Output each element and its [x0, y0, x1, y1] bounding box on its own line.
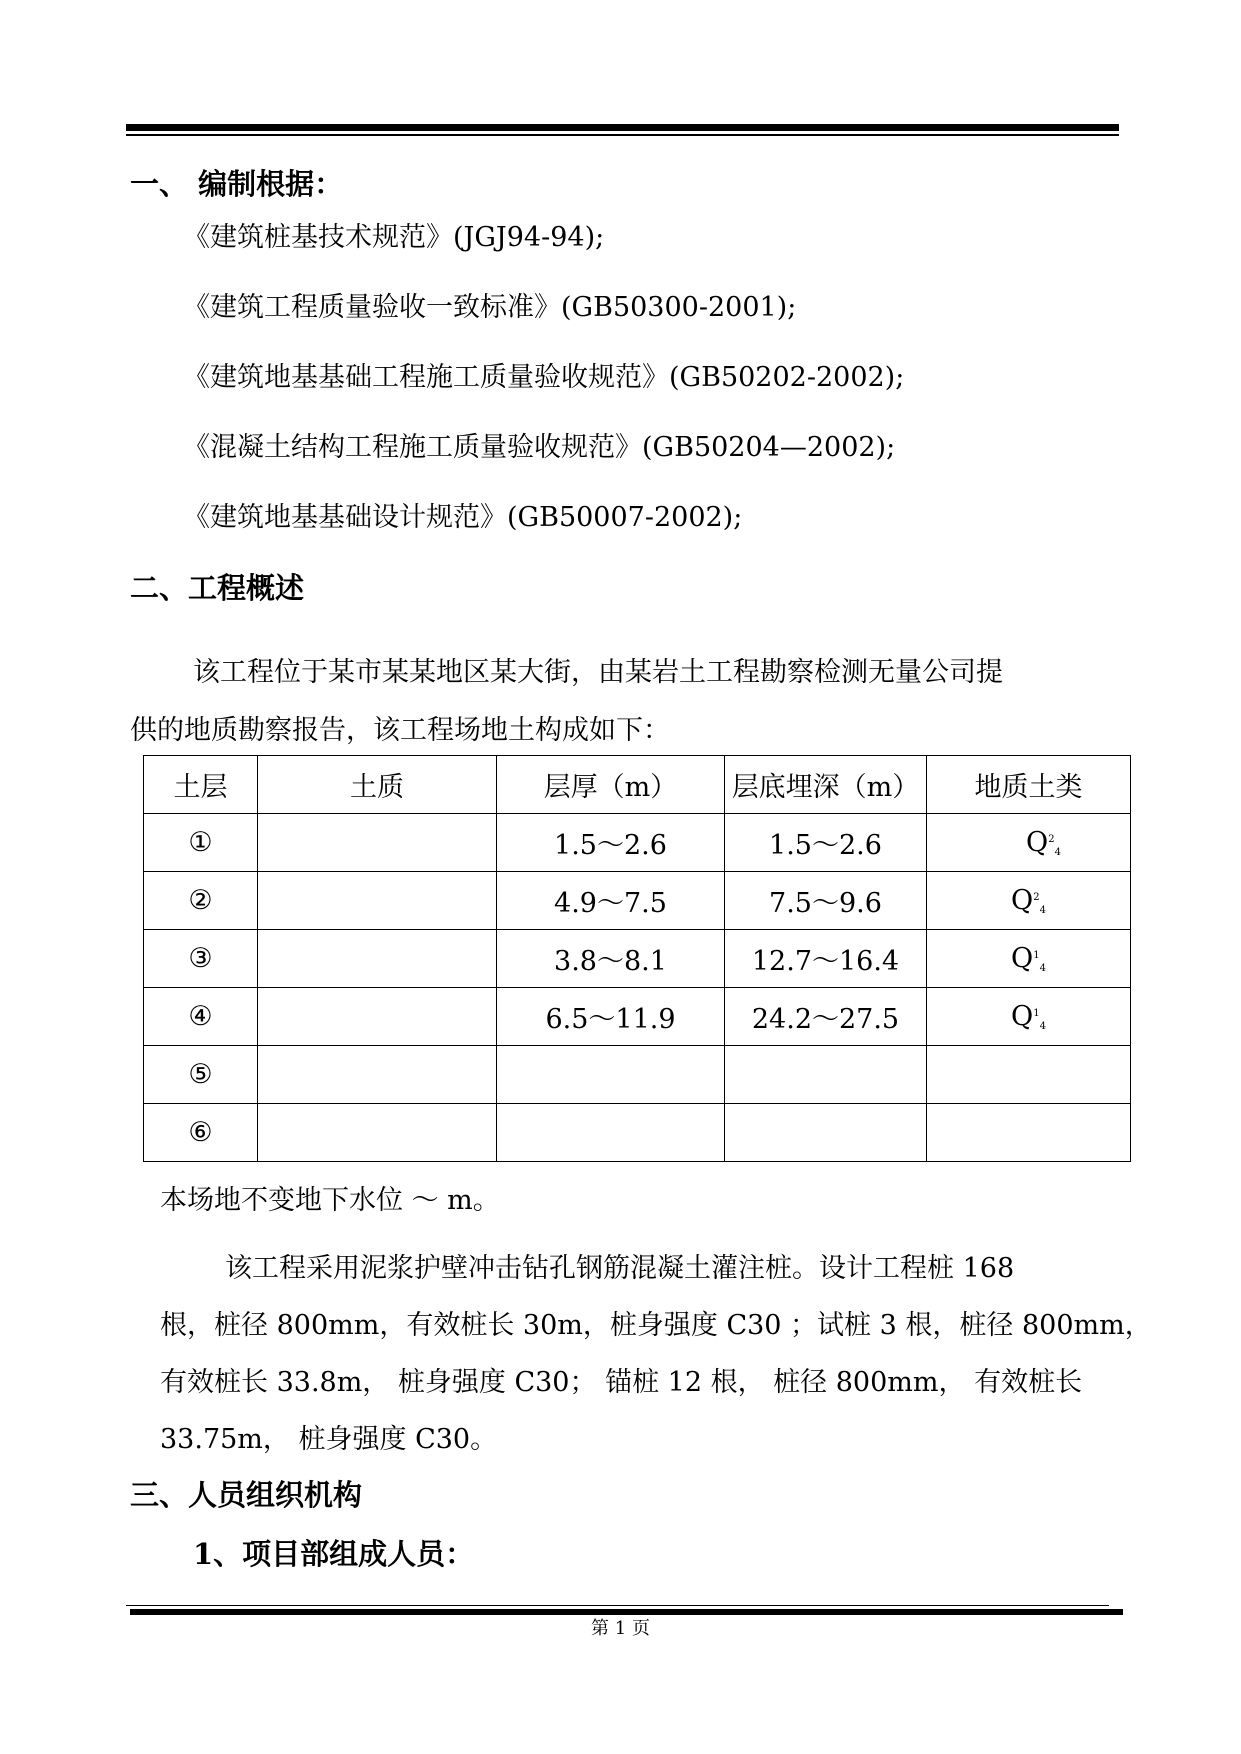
geo-class-cell: [927, 988, 1131, 1046]
table-row: [144, 988, 1131, 1046]
depth-cell: [725, 1104, 927, 1162]
thickness-cell: 1.5～2.6: [497, 814, 725, 872]
geo-base: Q: [1011, 943, 1034, 974]
thickness-cell: 3.8～8.1: [497, 930, 725, 988]
thickness-cell: [497, 1046, 725, 1104]
page-number: 第 1 页: [591, 1618, 650, 1639]
header-layer: 土层: [144, 756, 258, 814]
geo-base: Q: [1011, 885, 1034, 916]
header-soil: 土质: [258, 756, 497, 814]
geo-class-cell: [927, 930, 1131, 988]
intro-line-2: 供的地质勘察报告，该工程场地土构成如下：: [130, 715, 670, 746]
reference-3: 《建筑地基基础工程施工质量验收规范》(GB50202-2002);: [183, 362, 905, 393]
depth-cell: 7.5～9.6: [725, 872, 927, 930]
geo-class-cell: [927, 814, 1131, 872]
table-row: [144, 814, 1131, 872]
pile-line-4: 33.75m， 桩身强度 C30。: [160, 1424, 498, 1455]
table-row: [144, 1104, 1131, 1162]
geo-sub: 4: [1039, 1021, 1046, 1032]
geo-sub: 4: [1039, 905, 1046, 916]
geo-class-cell: [927, 1046, 1131, 1104]
geo-base: Q: [1026, 827, 1049, 858]
section-3-subheading: 1、项目部组成人员：: [193, 1537, 475, 1571]
reference-2: 《建筑工程质量验收一致标准》(GB50300-2001);: [183, 292, 797, 323]
soil-cell: [258, 988, 497, 1046]
table-row: [144, 930, 1131, 988]
soil-cell: [258, 814, 497, 872]
geo-sup: 1: [1033, 950, 1040, 961]
header-rule-thin: [126, 134, 1119, 136]
layer-cell: ④: [144, 988, 258, 1046]
header-geo-class: 地质土类: [927, 756, 1131, 814]
soil-layer-table: [143, 755, 1131, 1162]
intro-line-1: 该工程位于某市某某地区某大街，由某岩土工程勘察检测无量公司提: [193, 657, 1003, 688]
water-level-text: 本场地不变地下水位 ～ m。: [160, 1185, 500, 1216]
soil-cell: [258, 1046, 497, 1104]
footer-rule-thick: [130, 1609, 1123, 1615]
reference-4: 《混凝土结构工程施工质量验收规范》(GB50204—2002);: [183, 432, 896, 463]
pile-line-2: 根，桩径 800mm，有效桩长 30m，桩身强度 C30 ；试桩 3 根，桩径 800mm，: [160, 1310, 1152, 1341]
thickness-cell: [497, 1104, 725, 1162]
layer-cell: ③: [144, 930, 258, 988]
soil-cell: [258, 872, 497, 930]
table-header-row: [144, 756, 1131, 814]
thickness-cell: 4.9～7.5: [497, 872, 725, 930]
header-thickness: 层厚（m）: [497, 756, 725, 814]
depth-cell: 1.5～2.6: [725, 814, 927, 872]
reference-5: 《建筑地基基础设计规范》(GB50007-2002);: [183, 502, 743, 533]
geo-sup: 2: [1048, 834, 1055, 845]
layer-cell: ①: [144, 814, 258, 872]
section-2-heading: 二、工程概述: [130, 571, 305, 605]
layer-cell: ⑤: [144, 1046, 258, 1104]
table-row: [144, 872, 1131, 930]
header-depth: 层底埋深（m）: [725, 756, 927, 814]
depth-cell: 24.2～27.5: [725, 988, 927, 1046]
geo-class-cell: [927, 1104, 1131, 1162]
geo-sup: 2: [1033, 892, 1040, 903]
thickness-cell: 6.5～11.9: [497, 988, 725, 1046]
footer-rule-thin: [126, 1605, 1109, 1606]
reference-1: 《建筑桩基技术规范》(JGJ94-94);: [183, 222, 605, 253]
geo-sub: 4: [1054, 847, 1061, 858]
pile-line-1: 该工程采用泥浆护壁冲击钻孔钢筋混凝土灌注桩。设计工程桩 168: [225, 1253, 1015, 1284]
geo-sup: 1: [1033, 1008, 1040, 1019]
soil-cell: [258, 1104, 497, 1162]
depth-cell: 12.7～16.4: [725, 930, 927, 988]
section-3-heading: 三、人员组织机构: [130, 1478, 363, 1512]
pile-line-3: 有效桩长 33.8m， 桩身强度 C30； 锚桩 12 根， 桩径 800mm， 有效桩长: [160, 1367, 1083, 1398]
section-1-heading: 一、 编制根据：: [130, 167, 344, 201]
layer-cell: ②: [144, 872, 258, 930]
geo-base: Q: [1011, 1001, 1034, 1032]
layer-cell: ⑥: [144, 1104, 258, 1162]
geo-sub: 4: [1039, 963, 1046, 974]
header-rule-thick: [126, 124, 1119, 131]
depth-cell: [725, 1046, 927, 1104]
geo-class-cell: [927, 872, 1131, 930]
soil-cell: [258, 930, 497, 988]
table-row: [144, 1046, 1131, 1104]
